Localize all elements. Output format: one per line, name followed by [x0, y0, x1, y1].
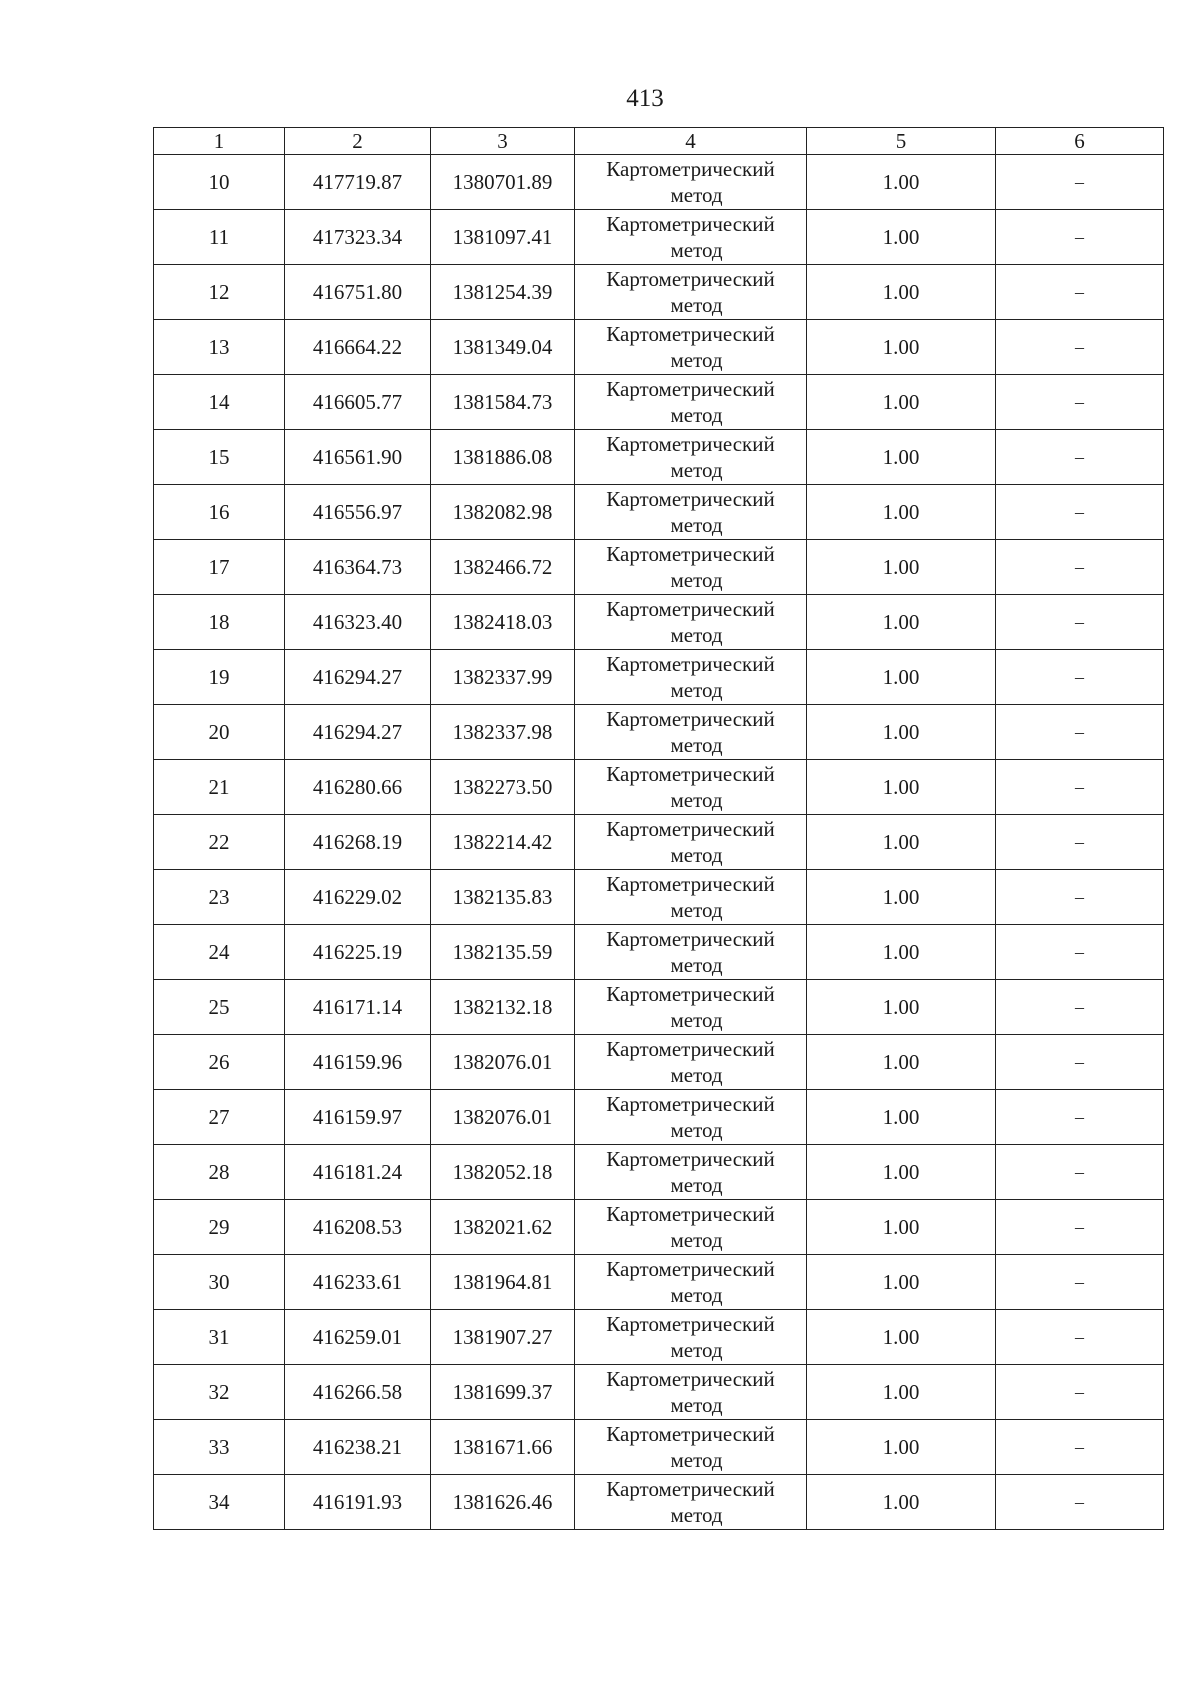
method-cell: [575, 815, 807, 870]
y-coordinate-cell: 1382135.83: [431, 870, 575, 925]
method-line-1: Картометрический: [606, 707, 775, 731]
method-line-2: метод: [670, 293, 723, 317]
y-coordinate-cell: 1381964.81: [431, 1255, 575, 1310]
method-cell: [575, 430, 807, 485]
y-coordinate-cell: 1381584.73: [431, 375, 575, 430]
note-cell: –: [996, 815, 1164, 870]
method-cell: [575, 925, 807, 980]
accuracy-cell: 1.00: [807, 760, 996, 815]
x-coordinate-cell: 416268.19: [285, 815, 431, 870]
method-line-1: Картометрический: [606, 1202, 775, 1226]
y-coordinate-cell: 1382466.72: [431, 540, 575, 595]
y-coordinate-cell: 1382418.03: [431, 595, 575, 650]
note-cell: –: [996, 1090, 1164, 1145]
accuracy-cell: 1.00: [807, 265, 996, 320]
method-cell: [575, 1035, 807, 1090]
x-coordinate-cell: 416225.19: [285, 925, 431, 980]
method-line-2: метод: [670, 1063, 723, 1087]
header-cell: 2: [285, 128, 431, 155]
accuracy-cell: 1.00: [807, 1035, 996, 1090]
point-number-cell: 22: [154, 815, 285, 870]
method-cell: [575, 375, 807, 430]
header-cell: 5: [807, 128, 996, 155]
method-line-2: метод: [670, 623, 723, 647]
accuracy-cell: 1.00: [807, 155, 996, 210]
header-cell: 1: [154, 128, 285, 155]
note-cell: –: [996, 760, 1164, 815]
table-row: [154, 815, 1164, 870]
x-coordinate-cell: 416561.90: [285, 430, 431, 485]
table-row: [154, 1255, 1164, 1310]
accuracy-cell: 1.00: [807, 1365, 996, 1420]
table-row: [154, 1365, 1164, 1420]
method-line-2: метод: [670, 898, 723, 922]
point-number-cell: 15: [154, 430, 285, 485]
method-line-1: Картометрический: [606, 597, 775, 621]
method-line-2: метод: [670, 348, 723, 372]
accuracy-cell: 1.00: [807, 540, 996, 595]
x-coordinate-cell: 417323.34: [285, 210, 431, 265]
method-line-2: метод: [670, 1448, 723, 1472]
point-number-cell: 27: [154, 1090, 285, 1145]
note-cell: –: [996, 1145, 1164, 1200]
x-coordinate-cell: 416238.21: [285, 1420, 431, 1475]
note-cell: –: [996, 375, 1164, 430]
x-coordinate-cell: 416323.40: [285, 595, 431, 650]
table-row: [154, 870, 1164, 925]
x-coordinate-cell: 416751.80: [285, 265, 431, 320]
y-coordinate-cell: 1381626.46: [431, 1475, 575, 1530]
x-coordinate-cell: 416171.14: [285, 980, 431, 1035]
table-row: [154, 1310, 1164, 1365]
x-coordinate-cell: 416294.27: [285, 650, 431, 705]
accuracy-cell: 1.00: [807, 210, 996, 265]
point-number-cell: 29: [154, 1200, 285, 1255]
note-cell: –: [996, 265, 1164, 320]
accuracy-cell: 1.00: [807, 1420, 996, 1475]
y-coordinate-cell: 1382021.62: [431, 1200, 575, 1255]
y-coordinate-cell: 1381907.27: [431, 1310, 575, 1365]
y-coordinate-cell: 1381254.39: [431, 265, 575, 320]
method-line-1: Картометрический: [606, 322, 775, 346]
method-line-2: метод: [670, 1228, 723, 1252]
table-row: [154, 1420, 1164, 1475]
y-coordinate-cell: 1382052.18: [431, 1145, 575, 1200]
method-cell: [575, 320, 807, 375]
x-coordinate-cell: 416181.24: [285, 1145, 431, 1200]
x-coordinate-cell: 416664.22: [285, 320, 431, 375]
note-cell: –: [996, 155, 1164, 210]
y-coordinate-cell: 1381886.08: [431, 430, 575, 485]
method-line-2: метод: [670, 1173, 723, 1197]
table-row: [154, 430, 1164, 485]
method-line-1: Картометрический: [606, 157, 775, 181]
note-cell: –: [996, 1365, 1164, 1420]
note-cell: –: [996, 1255, 1164, 1310]
method-line-1: Картометрический: [606, 1257, 775, 1281]
method-line-1: Картометрический: [606, 1037, 775, 1061]
note-cell: –: [996, 1200, 1164, 1255]
method-line-1: Картометрический: [606, 927, 775, 951]
accuracy-cell: 1.00: [807, 870, 996, 925]
method-line-2: метод: [670, 1393, 723, 1417]
note-cell: –: [996, 1310, 1164, 1365]
method-cell: [575, 595, 807, 650]
point-number-cell: 28: [154, 1145, 285, 1200]
table-row: [154, 155, 1164, 210]
method-cell: [575, 1200, 807, 1255]
method-cell: [575, 265, 807, 320]
accuracy-cell: 1.00: [807, 1255, 996, 1310]
x-coordinate-cell: 416208.53: [285, 1200, 431, 1255]
method-line-2: метод: [670, 1118, 723, 1142]
point-number-cell: 14: [154, 375, 285, 430]
method-line-2: метод: [670, 1338, 723, 1362]
x-coordinate-cell: 416266.58: [285, 1365, 431, 1420]
table-row: [154, 375, 1164, 430]
y-coordinate-cell: 1382273.50: [431, 760, 575, 815]
method-line-2: метод: [670, 733, 723, 757]
accuracy-cell: 1.00: [807, 1200, 996, 1255]
y-coordinate-cell: 1382082.98: [431, 485, 575, 540]
note-cell: –: [996, 705, 1164, 760]
point-number-cell: 26: [154, 1035, 285, 1090]
method-line-1: Картометрический: [606, 652, 775, 676]
header-cell: 3: [431, 128, 575, 155]
method-line-1: Картометрический: [606, 1477, 775, 1501]
table-row: [154, 265, 1164, 320]
point-number-cell: 16: [154, 485, 285, 540]
table-row: [154, 1200, 1164, 1255]
point-number-cell: 30: [154, 1255, 285, 1310]
method-cell: [575, 540, 807, 595]
method-cell: [575, 1420, 807, 1475]
method-line-2: метод: [670, 843, 723, 867]
accuracy-cell: 1.00: [807, 430, 996, 485]
table-row: [154, 540, 1164, 595]
method-cell: [575, 1090, 807, 1145]
point-number-cell: 24: [154, 925, 285, 980]
method-cell: [575, 760, 807, 815]
method-line-1: Картометрический: [606, 1092, 775, 1116]
table-row: [154, 595, 1164, 650]
method-line-1: Картометрический: [606, 872, 775, 896]
method-cell: [575, 155, 807, 210]
x-coordinate-cell: 416233.61: [285, 1255, 431, 1310]
y-coordinate-cell: 1381699.37: [431, 1365, 575, 1420]
method-line-2: метод: [670, 403, 723, 427]
note-cell: –: [996, 980, 1164, 1035]
method-line-2: метод: [670, 513, 723, 537]
point-number-cell: 34: [154, 1475, 285, 1530]
header-cell: 6: [996, 128, 1164, 155]
y-coordinate-cell: 1381671.66: [431, 1420, 575, 1475]
x-coordinate-cell: 416159.97: [285, 1090, 431, 1145]
header-cell: 4: [575, 128, 807, 155]
table-row: [154, 1090, 1164, 1145]
accuracy-cell: 1.00: [807, 485, 996, 540]
method-line-1: Картометрический: [606, 487, 775, 511]
method-line-2: метод: [670, 458, 723, 482]
x-coordinate-cell: 416294.27: [285, 705, 431, 760]
y-coordinate-cell: 1380701.89: [431, 155, 575, 210]
y-coordinate-cell: 1381349.04: [431, 320, 575, 375]
x-coordinate-cell: 417719.87: [285, 155, 431, 210]
method-cell: [575, 870, 807, 925]
table-row: [154, 760, 1164, 815]
accuracy-cell: 1.00: [807, 375, 996, 430]
point-number-cell: 13: [154, 320, 285, 375]
y-coordinate-cell: 1382076.01: [431, 1090, 575, 1145]
accuracy-cell: 1.00: [807, 1475, 996, 1530]
method-cell: [575, 705, 807, 760]
table-body: [154, 155, 1164, 1530]
method-line-1: Картометрический: [606, 432, 775, 456]
table-row: [154, 1475, 1164, 1530]
note-cell: –: [996, 870, 1164, 925]
method-line-2: метод: [670, 1008, 723, 1032]
point-number-cell: 21: [154, 760, 285, 815]
note-cell: –: [996, 1475, 1164, 1530]
x-coordinate-cell: 416605.77: [285, 375, 431, 430]
y-coordinate-cell: 1382076.01: [431, 1035, 575, 1090]
table-header: [154, 128, 1164, 155]
note-cell: –: [996, 925, 1164, 980]
point-number-cell: 19: [154, 650, 285, 705]
point-number-cell: 17: [154, 540, 285, 595]
method-cell: [575, 1255, 807, 1310]
coordinates-table: [153, 127, 1164, 1530]
y-coordinate-cell: 1382337.98: [431, 705, 575, 760]
note-cell: –: [996, 540, 1164, 595]
header-row: [154, 128, 1164, 155]
y-coordinate-cell: 1382132.18: [431, 980, 575, 1035]
table-row: [154, 320, 1164, 375]
accuracy-cell: 1.00: [807, 980, 996, 1035]
note-cell: –: [996, 320, 1164, 375]
method-cell: [575, 1365, 807, 1420]
method-cell: [575, 650, 807, 705]
method-cell: [575, 485, 807, 540]
accuracy-cell: 1.00: [807, 595, 996, 650]
method-line-1: Картометрический: [606, 762, 775, 786]
note-cell: –: [996, 1035, 1164, 1090]
point-number-cell: 31: [154, 1310, 285, 1365]
note-cell: –: [996, 210, 1164, 265]
x-coordinate-cell: 416280.66: [285, 760, 431, 815]
table-row: [154, 1145, 1164, 1200]
x-coordinate-cell: 416229.02: [285, 870, 431, 925]
method-cell: [575, 980, 807, 1035]
x-coordinate-cell: 416556.97: [285, 485, 431, 540]
table-row: [154, 925, 1164, 980]
accuracy-cell: 1.00: [807, 650, 996, 705]
method-line-1: Картометрический: [606, 1147, 775, 1171]
method-line-1: Картометрический: [606, 1422, 775, 1446]
method-line-2: метод: [670, 788, 723, 812]
accuracy-cell: 1.00: [807, 1090, 996, 1145]
method-line-1: Картометрический: [606, 817, 775, 841]
method-line-2: метод: [670, 678, 723, 702]
x-coordinate-cell: 416159.96: [285, 1035, 431, 1090]
point-number-cell: 25: [154, 980, 285, 1035]
table-row: [154, 650, 1164, 705]
method-line-1: Картометрический: [606, 377, 775, 401]
accuracy-cell: 1.00: [807, 815, 996, 870]
point-number-cell: 23: [154, 870, 285, 925]
note-cell: –: [996, 650, 1164, 705]
x-coordinate-cell: 416364.73: [285, 540, 431, 595]
accuracy-cell: 1.00: [807, 925, 996, 980]
accuracy-cell: 1.00: [807, 705, 996, 760]
method-line-2: метод: [670, 1503, 723, 1527]
point-number-cell: 18: [154, 595, 285, 650]
y-coordinate-cell: 1381097.41: [431, 210, 575, 265]
method-line-2: метод: [670, 568, 723, 592]
accuracy-cell: 1.00: [807, 1310, 996, 1365]
method-line-1: Картометрический: [606, 267, 775, 291]
table-row: [154, 210, 1164, 265]
method-line-1: Картометрический: [606, 982, 775, 1006]
table-row: [154, 485, 1164, 540]
method-line-1: Картометрический: [606, 1367, 775, 1391]
table-row: [154, 980, 1164, 1035]
point-number-cell: 11: [154, 210, 285, 265]
point-number-cell: 32: [154, 1365, 285, 1420]
method-line-1: Картометрический: [606, 542, 775, 566]
method-line-1: Картометрический: [606, 212, 775, 236]
method-line-2: метод: [670, 1283, 723, 1307]
page-number: 413: [626, 85, 664, 112]
method-line-2: метод: [670, 183, 723, 207]
method-cell: [575, 1475, 807, 1530]
point-number-cell: 20: [154, 705, 285, 760]
point-number-cell: 33: [154, 1420, 285, 1475]
note-cell: –: [996, 485, 1164, 540]
table-row: [154, 1035, 1164, 1090]
point-number-cell: 12: [154, 265, 285, 320]
method-line-2: метод: [670, 953, 723, 977]
table-row: [154, 705, 1164, 760]
note-cell: –: [996, 595, 1164, 650]
note-cell: –: [996, 1420, 1164, 1475]
x-coordinate-cell: 416259.01: [285, 1310, 431, 1365]
y-coordinate-cell: 1382135.59: [431, 925, 575, 980]
note-cell: –: [996, 430, 1164, 485]
x-coordinate-cell: 416191.93: [285, 1475, 431, 1530]
accuracy-cell: 1.00: [807, 1145, 996, 1200]
accuracy-cell: 1.00: [807, 320, 996, 375]
y-coordinate-cell: 1382214.42: [431, 815, 575, 870]
method-cell: [575, 1145, 807, 1200]
method-cell: [575, 1310, 807, 1365]
method-line-1: Картометрический: [606, 1312, 775, 1336]
method-line-2: метод: [670, 238, 723, 262]
y-coordinate-cell: 1382337.99: [431, 650, 575, 705]
method-cell: [575, 210, 807, 265]
point-number-cell: 10: [154, 155, 285, 210]
